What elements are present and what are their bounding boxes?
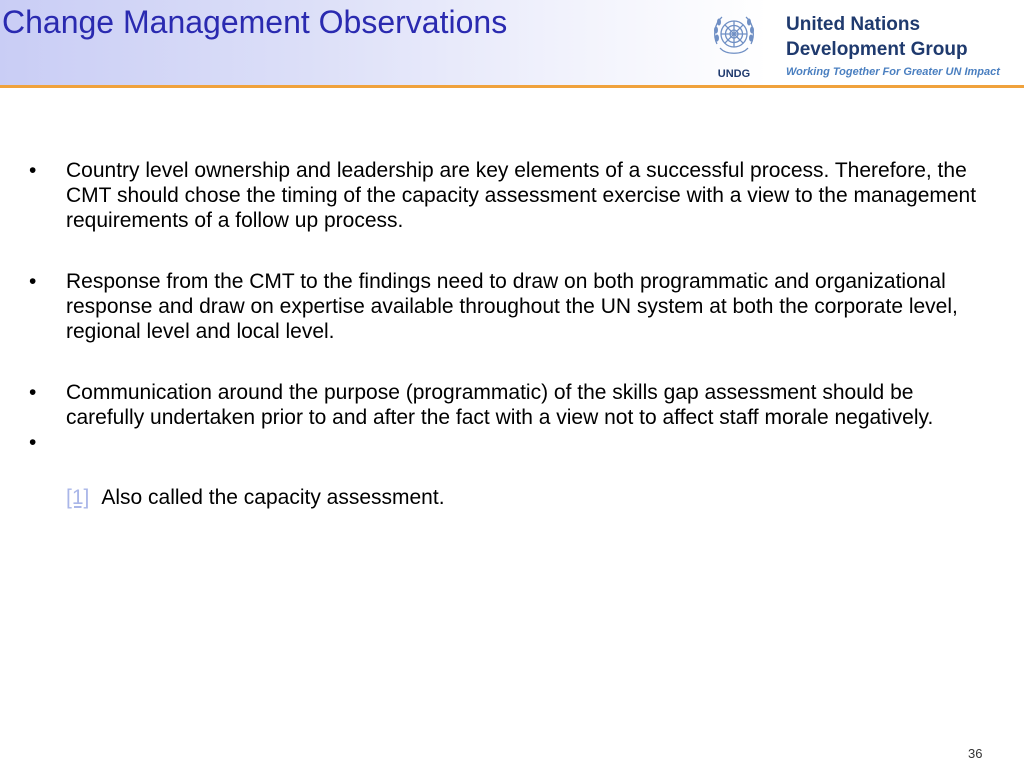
header-divider — [0, 85, 1024, 88]
bullet-text: Country level ownership and leadership are key elements of a successful process. Therefore, the CMT should chose the timing of the capacity assessment exercise with a view to the management requirements of a follow up process. — [66, 159, 977, 232]
page-number: 36 — [968, 746, 983, 761]
bullet-marker: • — [29, 431, 37, 454]
bullet-item — [26, 380, 996, 430]
footnote — [66, 485, 445, 510]
bullet-marker: • — [29, 159, 37, 182]
bullet-item — [26, 269, 996, 344]
org-tagline: Working Together For Greater UN Impact — [786, 66, 1000, 78]
slide-title: Change Management Observations — [2, 4, 508, 40]
bullet-marker: • — [29, 270, 37, 293]
bullet-text: Response from the CMT to the findings need to draw on both programmatic and organizational response and draw on expertise available throughout the UN system at both the corporate level, regional level and local level. — [66, 270, 958, 343]
bullet-list — [26, 158, 996, 455]
bullet-marker: • — [29, 381, 37, 404]
undg-logo — [702, 4, 1020, 84]
un-emblem-icon — [706, 8, 762, 64]
footnote-text: Also called the capacity assessment. — [101, 486, 445, 509]
footnote-ref-link[interactable]: [1] — [66, 486, 90, 509]
bullet-text: Communication around the purpose (programmatic) of the skills gap assessment should be carefully undertaken prior to and after the fact with a view not to affect staff morale negatively. — [66, 381, 934, 429]
emblem-label: UNDG — [717, 68, 751, 80]
org-name-line-2: Development Group — [786, 39, 968, 60]
org-name-line-1: United Nations — [786, 14, 921, 35]
bullet-item — [26, 158, 996, 233]
bullet-item-empty — [26, 430, 996, 455]
